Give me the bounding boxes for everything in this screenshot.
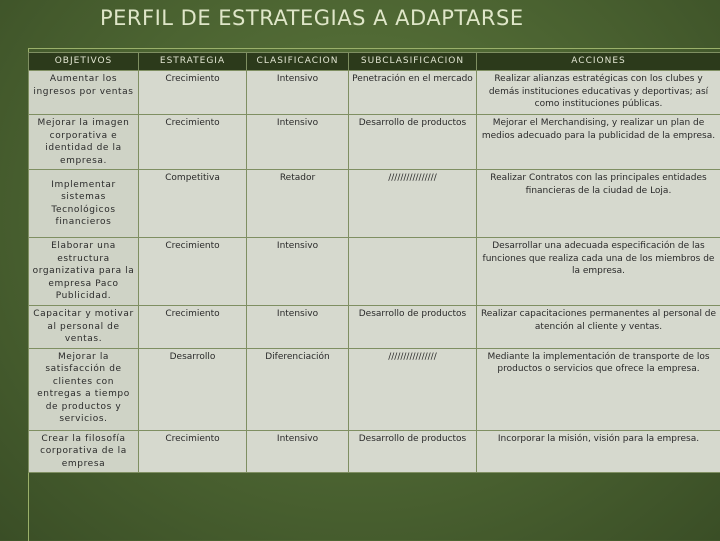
objective-cell: Aumentar los ingresos por ventas <box>29 71 139 115</box>
action-cell: Realizar Contratos con las principales entidades financieras de la ciudad de Loja. <box>477 170 720 238</box>
strategy-cell: Crecimiento <box>139 306 247 349</box>
table-row <box>29 71 720 115</box>
action-cell: Realizar capacitaciones permanentes al personal de atención al cliente y ventas. <box>477 306 720 349</box>
action-cell: Mejorar el Merchandising, y realizar un plan de medios adecuado para la publicidad de la empresa. <box>477 115 720 170</box>
action-cell: Incorporar la misión, visión para la empresa. <box>477 430 720 473</box>
subclassification-cell: //////////////// <box>349 348 477 430</box>
subclassification-cell <box>349 238 477 306</box>
objective-cell: Implementar sistemas Tecnológicos financieros <box>29 170 139 238</box>
action-cell: Mediante la implementación de transporte de los productos o servicios que ofrece la empresa. <box>477 348 720 430</box>
strategy-cell: Competitiva <box>139 170 247 238</box>
subclassification-cell: Desarrollo de productos <box>349 306 477 349</box>
objective-cell: Mejorar la satisfacción de clientes con entregas a tiempo de productos y servicios. <box>29 348 139 430</box>
classification-cell: Intensivo <box>247 71 349 115</box>
subclassification-cell: Desarrollo de productos <box>349 430 477 473</box>
strategy-table <box>28 52 720 473</box>
action-cell: Realizar alianzas estratégicas con los clubes y demás instituciones educativas y deportivas; así como instituciones públicas. <box>477 71 720 115</box>
subclassification-cell: Desarrollo de productos <box>349 115 477 170</box>
table-row <box>29 348 720 430</box>
strategy-cell: Crecimiento <box>139 430 247 473</box>
header-acciones: ACCIONES <box>477 53 720 71</box>
classification-cell: Intensivo <box>247 430 349 473</box>
table-row <box>29 430 720 473</box>
table-row <box>29 238 720 306</box>
objective-cell: Crear la filosofía corporativa de la empresa <box>29 430 139 473</box>
table-row <box>29 170 720 238</box>
objective-cell: Mejorar la imagen corporativa e identidad de la empresa. <box>29 115 139 170</box>
subclassification-cell: Penetración en el mercado <box>349 71 477 115</box>
table-row <box>29 115 720 170</box>
strategy-cell: Desarrollo <box>139 348 247 430</box>
header-row <box>29 53 720 71</box>
classification-cell: Intensivo <box>247 306 349 349</box>
header-objetivos: OBJETIVOS <box>29 53 139 71</box>
header-estrategia: ESTRATEGIA <box>139 53 247 71</box>
objective-cell: Elaborar una estructura organizativa para la empresa Paco Publicidad. <box>29 238 139 306</box>
header-subclasificacion: SUBCLASIFICACION <box>349 53 477 71</box>
classification-cell: Intensivo <box>247 238 349 306</box>
header-clasificacion: CLASIFICACION <box>247 53 349 71</box>
table-row <box>29 306 720 349</box>
strategy-cell: Crecimiento <box>139 238 247 306</box>
strategy-cell: Crecimiento <box>139 115 247 170</box>
subclassification-cell: //////////////// <box>349 170 477 238</box>
classification-cell: Intensivo <box>247 115 349 170</box>
classification-cell: Retador <box>247 170 349 238</box>
action-cell: Desarrollar una adecuada especificación de las funciones que realiza cada una de los miembros de la empresa. <box>477 238 720 306</box>
slide-title: PERFIL DE ESTRATEGIAS A ADAPTARSE <box>100 6 524 30</box>
classification-cell: Diferenciación <box>247 348 349 430</box>
strategy-cell: Crecimiento <box>139 71 247 115</box>
objective-cell: Capacitar y motivar al personal de ventas. <box>29 306 139 349</box>
